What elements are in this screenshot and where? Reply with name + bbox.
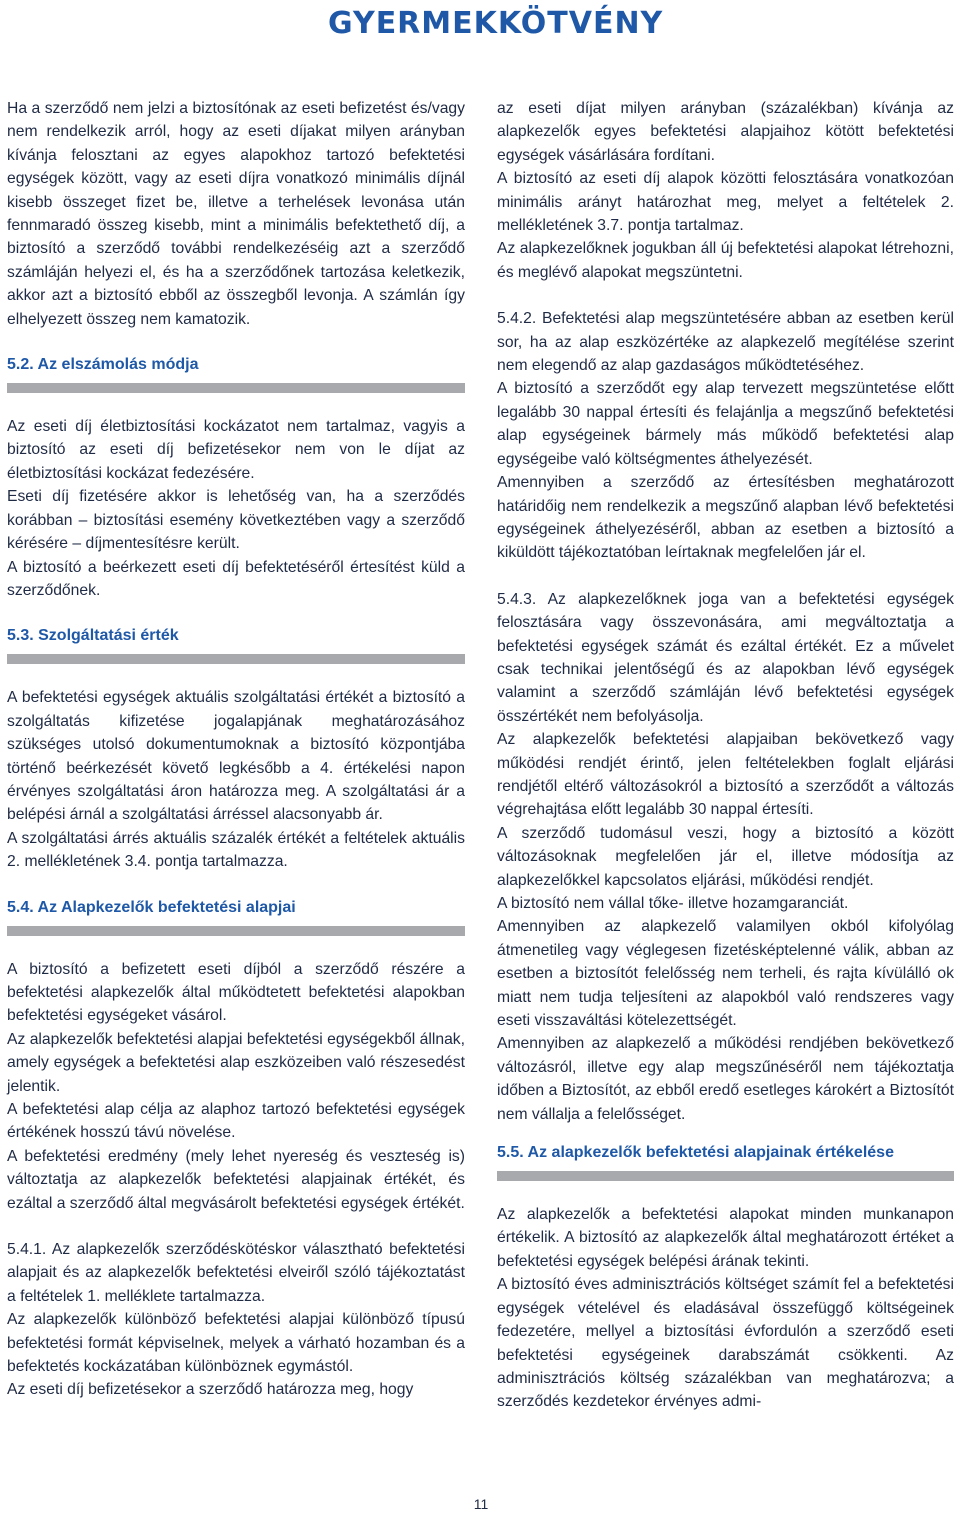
- paragraph: A biztosító a beérkezett eseti díj befektetéséről értesítést küld a szerződőnek.: [7, 558, 465, 599]
- right-column: [497, 97, 954, 1414]
- left-column: [7, 97, 465, 1402]
- paragraph: Amennyiben az alapkezelő a működési rendjében bekövetkező változásról, illetve egy alap megszűnéséről nem tájékoztatja időben a Biztosítót, az ebből eredő esetleges károkért a Biztosítót nem vállalja a felelősséget.: [497, 1035, 954, 1123]
- paragraph: Eseti díj fizetésére akkor is lehetőség van, ha a szerződés korábban – biztosítási esemény következtében vagy a szerződő kérésére – díjmentesítésre került.: [7, 488, 465, 553]
- paragraph: A szerződő tudomásul veszi, hogy a biztosító a között változásoknak megfelelően jár el, illetve módosítja az alapkezelőkkel kapcsolatos eljárási, működési rendjét.: [497, 824, 954, 889]
- paragraph: Az alapkezelők a befektetési alapokat minden munkanapon értékelik. A biztosító az alapkezelők által meghatározott értéket a befektetési egységek belépési árának tekinti.: [497, 1206, 954, 1270]
- paragraph: Az alapkezelők befektetési alapjaiban bekövetkező vagy működési rendjét érintő, jelen feltételekben foglalt eljárási rendjétől eltérő változásokról a biztosító a szerződőt a változás végrehajtása előtt legalább 30 nappal értesíti.: [497, 731, 954, 819]
- page-number: 11: [473, 1496, 489, 1512]
- paragraph: A biztosító nem vállal tőke- illetve hozamgaranciát.: [497, 895, 849, 912]
- section-heading-5-4: 5.4. Az Alapkezelők befektetési alapjai: [7, 898, 296, 916]
- paragraph: Az eseti díj életbiztosítási kockázatot nem tartalmaz, vagyis a biztosító az eseti díj befizetésekor nem von le díjat az életbiztosítási kockázat fedezésére.: [7, 418, 465, 482]
- paragraph: A biztosító a befizetett eseti díjból a szerződő részére a befektetési alapkezelők által működtetett befektetési alapokban befektetési egységeket vásárol.: [7, 960, 465, 1025]
- paragraph: A biztosító az eseti díj alapok közötti felosztására vonatkozóan minimális arányt határozhat meg, melyet a feltételek 2. mellékletének 3.7. pontja tartalmaz.: [497, 170, 954, 235]
- paragraph: 5.4.1. Az alapkezelők szerződéskötéskor választható befektetési alapjait és az alapkezelők befektetési elveiről szóló tájékoztatást a feltételek 1. melléklete tartalmazza.: [7, 1241, 465, 1305]
- section-divider: [7, 926, 465, 936]
- section-divider: [7, 383, 465, 393]
- paragraph: Az alapkezelők befektetési alapjai befektetési egységekből állnak, amely egységek a befektetési alap eszközeiben való részesedést jelentik.: [7, 1030, 465, 1095]
- document-title: GYERMEKKÖTVÉNY: [328, 6, 664, 41]
- paragraph: Az alapkezelőknek jogukban áll új befektetési alapokat létrehozni, és meglévő alapokat megszüntetni.: [497, 240, 954, 281]
- section-divider: [7, 654, 465, 664]
- paragraph: Az eseti díj befizetésekor a szerződő határozza meg, hogy: [7, 1381, 414, 1399]
- section-divider: [497, 1171, 954, 1181]
- paragraph: A befektetési alap célja az alaphoz tartozó befektetési egységek értékének hosszú távú növelése.: [7, 1101, 465, 1142]
- section-heading-5-2: 5.2. Az elszámolás módja: [7, 356, 199, 374]
- paragraph: A biztosító éves adminisztrációs költséget számít fel a befektetési egységek vételével és eladásával összefüggő költségeinek fedezetére, mellyel a biztosítási évfordulón a szerződő eseti befektetési egységeinek darabszámát csökkenti. Az adminisztrációs költség százalékban van meghatározva; a szerződés kezdetekor érvényes admi-: [497, 1276, 954, 1411]
- paragraph: A biztosító a szerződőt egy alap tervezett megszüntetése előtt legalább 30 nappal értesíti és felajánlja a megszűnő befektetési alap egységeinek bármely más működő befektetési alap egységeibe való költségmentes áthelyezését.: [497, 380, 954, 468]
- paragraph: Ha a szerződő nem jelzi a biztosítónak az eseti befizetést és/vagy nem rendelkezik arról, hogy az eseti díjakat milyen arányban kívánja felosztani az egyes alapokhoz tartozó befektetési egységek között, vagy az eseti díjra vonatkozó minimális díjnál kisebb összeget fizet be, illetve a terhelések levonása után fennmaradó összeg kisebb, mint a minimális befektethető díj, a biztosító a szerződő további rendelkezéséig azt a szerződő számláján helyezi el, és ha a szerződőnek tartozása keletkezik, akkor azt a biztosító ebből az összegből levonja. A számlán így elhelyezett összeg nem kamatozik.: [7, 100, 465, 328]
- paragraph: A szolgáltatási árrés aktuális százalék értékét a feltételek aktuális 2. mellékletének 3.4. pontja tartalmazza.: [7, 829, 465, 871]
- paragraph: Amennyiben a szerződő az értesítésben meghatározott határidőig nem rendelkezik a megszűnő alapban lévő befektetési egységeinek áthelyezéséről, abban az esetben a biztosító a kiküldött tájékoztatóban leírtaknak megfelelően jár el.: [497, 474, 954, 562]
- paragraph: Az alapkezelők különböző befektetési alapjai különböző típusú befektetési formát képviselnek, melyek a várható hozamban és a befektetés kockázatában különböznek egymástól.: [7, 1311, 465, 1376]
- paragraph: A befektetési egységek aktuális szolgáltatási értékét a biztosító a szolgáltatás kifizetése jogalapjának meghatározásához szükséges utolsó dokumentumoknak a biztosító központjába történő beérkezését követő legkésőbb a 4. értékelési napon érvényes szolgáltatási áron határozza meg. A szolgáltatási ár a belépési árnál a szolgáltatási árréssel alacsonyabb ár.: [7, 689, 465, 824]
- section-heading-5-3: 5.3. Szolgáltatási érték: [7, 627, 179, 645]
- paragraph: A befektetési eredmény (mely lehet nyereség és veszteség is) változtatja az alapkezelők befektetési alapjainak értékét, és ezáltal a szerződő által megvásárolt befektetési egységek értékét.: [7, 1147, 465, 1212]
- paragraph: 5.4.2. Befektetési alap megszüntetésére abban az esetben kerül sor, ha az alap eszközértéke az alapkezelő megítélése szerint nem elegendő az alap gazdaságos működtetéséhez.: [497, 310, 954, 375]
- paragraph: Amennyiben az alapkezelő valamilyen okból kifolyólag átmenetileg vagy véglegesen fizetésképtelenné válik, abban az esetben a biztosítót felelősség nem terheli, és rajta kívülálló ok miatt nem tudja teljesíteni az alapokból való rendszeres vagy eseti visszaváltási kötelezettségét.: [497, 918, 954, 1030]
- section-heading-5-5: 5.5. Az alapkezelők befektetési alapjainak értékelése: [497, 1144, 894, 1162]
- paragraph: 5.4.3. Az alapkezelőknek joga van a befektetési egységek felosztására vagy összevonására, ami megváltoztatja a befektetési egységek számát és ezáltal értékét. Ez a művelet csak technikai jelentőségű és az alapokban lévő egységek valamint a szerződő számláján lévő befektetési egységek összértékét nem befolyásolja.: [497, 590, 954, 725]
- paragraph: az eseti díjat milyen arányban (százalékban) kívánja az alapkezelők egyes befektetési alapjaihoz kötött befektetési egységek vásárlására fordítani.: [497, 100, 954, 164]
